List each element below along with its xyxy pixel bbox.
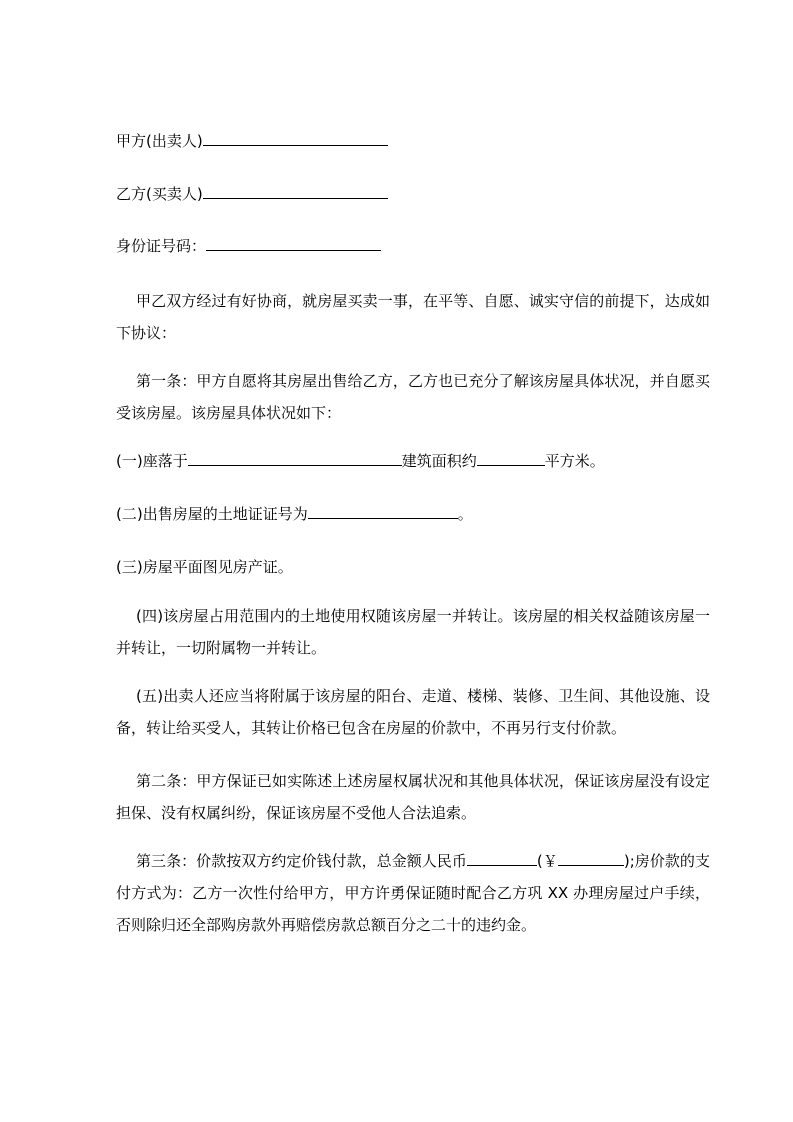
item-1-suffix: 平方米。 <box>544 452 605 470</box>
party-a-line <box>116 128 706 154</box>
item-4: (四)该房屋占用范围内的土地使用权随该房屋一并转让。该房屋的相关权益随该房屋一并转让，一切附属物一并转让。 <box>116 607 710 657</box>
article-3-part1: 第三条：价款按双方约定价钱付款，总金额人民币 <box>136 852 467 870</box>
article-1: 第一条：甲方自愿将其房屋出售给乙方，乙方也已充分了解该房屋具体状况，并自愿买受该房屋。该房屋具体状况如下： <box>116 372 710 422</box>
item-2 <box>116 501 706 527</box>
item-2-suffix: 。 <box>457 505 473 523</box>
party-a-blank[interactable] <box>203 130 388 146</box>
article-3-part2: (￥ <box>536 852 558 870</box>
item-5: (五)出卖人还应当将附属于该房屋的阳台、走道、楼梯、装修、卫生间、其他设施、设备，转让给买受人，其转让价格已包含在房屋的价款中，不再另行支付价款。 <box>116 687 710 737</box>
intro-paragraph: 甲乙双方经过有好协商，就房屋买卖一事，在平等、自愿、诚实守信的前提下，达成如下协议： <box>116 292 710 342</box>
party-b-label: 乙方(买卖人) <box>116 185 203 203</box>
id-number-label: 身份证号码： <box>116 237 207 255</box>
item-1-middle: 建筑面积约 <box>401 452 477 470</box>
article-3-part3: );房价款的支付方式为：乙方一次性付给甲方，甲方许勇保证随时配合乙方巩 XX 办理房屋过户手续，否则除归还全部购房款外再赔偿房款总额百分之二十的违约金。 <box>116 852 710 934</box>
id-number-blank[interactable] <box>206 235 381 251</box>
location-blank[interactable] <box>188 450 402 466</box>
area-blank[interactable] <box>477 450 545 466</box>
item-1 <box>116 448 706 474</box>
party-b-blank[interactable] <box>203 183 388 199</box>
party-b-line <box>116 181 706 207</box>
item-2-prefix: (二)出售房屋的土地证证号为 <box>116 505 308 523</box>
article-2: 第二条：甲方保证已如实陈述上述房屋权属状况和其他具体状况，保证该房屋没有设定担保、没有权属纠纷，保证该房屋不受他人合法追索。 <box>116 772 710 822</box>
land-cert-blank[interactable] <box>308 503 458 519</box>
item-3: (三)房屋平面图见房产证。 <box>116 558 293 576</box>
id-number-line <box>116 233 706 259</box>
item-1-prefix: (一)座落于 <box>116 452 188 470</box>
price-cn-blank[interactable] <box>467 850 537 866</box>
party-a-label: 甲方(出卖人) <box>116 132 203 150</box>
price-num-blank[interactable] <box>558 850 624 866</box>
article-3 <box>116 845 710 941</box>
